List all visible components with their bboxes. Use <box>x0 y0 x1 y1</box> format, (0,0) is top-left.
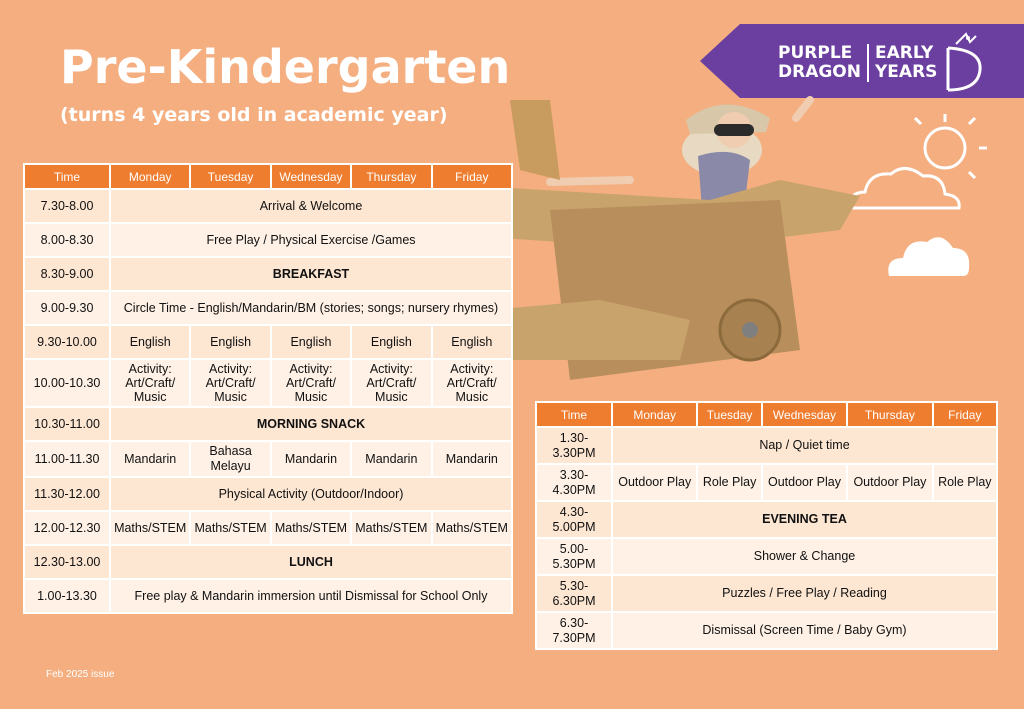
time-cell: 12.00-12.30 <box>25 512 109 544</box>
activity-cell: Activity: Art/Craft/ Music <box>191 360 269 406</box>
time-cell: 9.00-9.30 <box>25 292 109 324</box>
time-cell: 7.30-8.00 <box>25 190 109 222</box>
brand-word-purple: PURPLE <box>778 43 853 63</box>
table-row <box>25 546 511 578</box>
table-row <box>537 539 996 574</box>
activity-cell: Maths/STEM <box>272 512 350 544</box>
table-row <box>25 478 511 510</box>
activity-cell: Mandarin <box>111 442 189 476</box>
cardboard-plane-illustration <box>480 60 880 400</box>
table-row <box>537 576 996 611</box>
time-cell: 12.30-13.00 <box>25 546 109 578</box>
activity-cell: Role Play <box>934 465 996 500</box>
header-monday: Monday <box>111 165 189 188</box>
time-cell: 10.00-10.30 <box>25 360 109 406</box>
activity-cell: Shower & Change <box>613 539 996 574</box>
header-time: Time <box>25 165 109 188</box>
table-row <box>25 190 511 222</box>
activity-cell: Mandarin <box>352 442 430 476</box>
activity-cell: Free Play / Physical Exercise /Games <box>111 224 511 256</box>
table-row <box>25 224 511 256</box>
header-wednesday: Wednesday <box>272 165 350 188</box>
brand-word-years: YEARS <box>875 62 938 82</box>
header-time: Time <box>537 403 611 426</box>
activity-cell: English <box>352 326 430 358</box>
activity-cell: Outdoor Play <box>763 465 846 500</box>
activity-cell: LUNCH <box>111 546 511 578</box>
page-subtitle: (turns 4 years old in academic year) <box>60 104 448 126</box>
time-cell: 11.30-12.00 <box>25 478 109 510</box>
table-row <box>537 613 996 648</box>
header-thursday: Thursday <box>352 165 430 188</box>
activity-cell: Bahasa Melayu <box>191 442 269 476</box>
activity-cell: Arrival & Welcome <box>111 190 511 222</box>
header-friday: Friday <box>934 403 996 426</box>
time-cell: 5.00- 5.30PM <box>537 539 611 574</box>
activity-cell: Activity: Art/Craft/ Music <box>352 360 430 406</box>
time-cell: 1.00-13.30 <box>25 580 109 612</box>
table-row <box>537 465 996 500</box>
header-friday: Friday <box>433 165 511 188</box>
activity-cell: Physical Activity (Outdoor/Indoor) <box>111 478 511 510</box>
time-cell: 3.30- 4.30PM <box>537 465 611 500</box>
activity-cell: English <box>191 326 269 358</box>
time-cell: 4.30- 5.00PM <box>537 502 611 537</box>
activity-cell: Maths/STEM <box>111 512 189 544</box>
activity-cell: Dismissal (Screen Time / Baby Gym) <box>613 613 996 648</box>
activity-cell: Circle Time - English/Mandarin/BM (stories; songs; nursery rhymes) <box>111 292 511 324</box>
table-row <box>25 360 511 406</box>
dragon-logo-icon <box>936 30 990 96</box>
time-cell: 1.30- 3.30PM <box>537 428 611 463</box>
activity-cell: Nap / Quiet time <box>613 428 996 463</box>
activity-cell: Mandarin <box>272 442 350 476</box>
table-row <box>25 512 511 544</box>
activity-cell: Activity: Art/Craft/ Music <box>272 360 350 406</box>
header-wednesday: Wednesday <box>763 403 846 426</box>
activity-cell: EVENING TEA <box>613 502 996 537</box>
activity-cell: Mandarin <box>433 442 511 476</box>
issue-date-footer: Feb 2025 issue <box>46 669 115 680</box>
header-tuesday: Tuesday <box>698 403 760 426</box>
table-row <box>25 292 511 324</box>
activity-cell: Role Play <box>698 465 760 500</box>
brand-word-early: EARLY <box>875 43 934 63</box>
time-cell: 8.30-9.00 <box>25 258 109 290</box>
activity-cell: Puzzles / Free Play / Reading <box>613 576 996 611</box>
table-row <box>537 428 996 463</box>
time-cell: 10.30-11.00 <box>25 408 109 440</box>
header-thursday: Thursday <box>848 403 931 426</box>
activity-cell: Maths/STEM <box>352 512 430 544</box>
activity-cell: BREAKFAST <box>111 258 511 290</box>
activity-cell: English <box>433 326 511 358</box>
activity-cell: Outdoor Play <box>613 465 696 500</box>
time-cell: 11.00-11.30 <box>25 442 109 476</box>
activity-cell: MORNING SNACK <box>111 408 511 440</box>
time-cell: 9.30-10.00 <box>25 326 109 358</box>
activity-cell: English <box>272 326 350 358</box>
table-row <box>537 502 996 537</box>
time-cell: 8.00-8.30 <box>25 224 109 256</box>
afternoon-schedule-table <box>535 401 998 650</box>
page-title: Pre-Kindergarten <box>60 40 511 94</box>
activity-cell: Activity: Art/Craft/ Music <box>111 360 189 406</box>
activity-cell: Outdoor Play <box>848 465 931 500</box>
activity-cell: Maths/STEM <box>433 512 511 544</box>
time-cell: 6.30- 7.30PM <box>537 613 611 648</box>
table-row <box>25 258 511 290</box>
table-header-row <box>537 403 996 426</box>
table-row <box>25 408 511 440</box>
activity-cell: English <box>111 326 189 358</box>
table-row <box>25 326 511 358</box>
morning-schedule-table <box>23 163 513 614</box>
table-row <box>25 442 511 476</box>
time-cell: 5.30- 6.30PM <box>537 576 611 611</box>
table-header-row <box>25 165 511 188</box>
activity-cell: Activity: Art/Craft/ Music <box>433 360 511 406</box>
header-tuesday: Tuesday <box>191 165 269 188</box>
brand-word-dragon: DRAGON <box>778 62 861 82</box>
activity-cell: Maths/STEM <box>191 512 269 544</box>
table-row <box>25 580 511 612</box>
activity-cell: Free play & Mandarin immersion until Dismissal for School Only <box>111 580 511 612</box>
header-monday: Monday <box>613 403 696 426</box>
